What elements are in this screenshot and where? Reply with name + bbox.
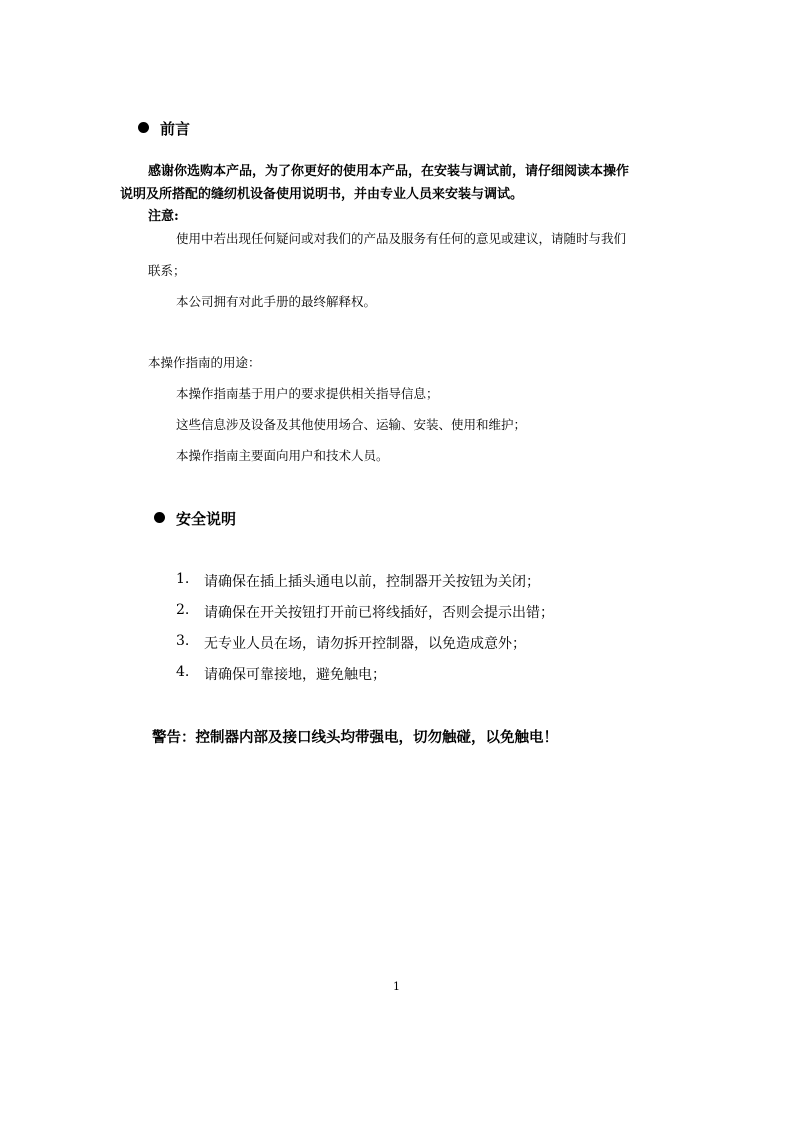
safety-heading: 安全说明 [176,510,237,528]
safety-item-number: 2. [176,602,190,618]
usage-item: 本操作指南基于用户的要求提供相关指导信息； [176,386,439,401]
warning-text: 警告：控制器内部及接口线头均带强电，切勿触碰，以免触电！ [152,729,558,746]
notice-line-2: 联系； [148,263,186,278]
safety-item-text: 无专业人员在场，请勿拆开控制器，以免造成意外； [204,636,526,652]
page-number: 1 [393,980,400,993]
safety-item-number: 4. [176,664,190,680]
safety-item-text: 请确保在开关按钮打开前已将线插好，否则会提示出错； [204,605,554,621]
safety-item-text: 请确保可靠接地，避免触电； [204,667,386,683]
notice-line-1: 使用中若出现任何疑问或对我们的产品及服务有任何的意见或建议，请随时与我们 [176,231,627,246]
notice-label: 注意: [148,209,179,224]
safety-item-text: 请确保在插上插头通电以前，控制器开关按钮为关闭； [204,574,540,590]
intro-line-2: 说明及所搭配的缝纫机设备使用说明书，并由专业人员来安装与调试。 [120,187,524,202]
bullet-icon [154,512,165,523]
preface-heading: 前言 [160,120,191,138]
bullet-icon [138,122,149,133]
safety-item-number: 3. [176,633,190,649]
usage-item: 本操作指南主要面向用户和技术人员。 [176,448,389,463]
intro-line-1: 感谢你选购本产品，为了你更好的使用本产品，在安装与调试前，请仔细阅读本操作 [148,164,630,179]
usage-item: 这些信息涉及设备及其他使用场合、运输、安装、使用和维护； [176,417,527,432]
safety-item-number: 1. [176,571,190,587]
usage-title: 本操作指南的用途： [148,355,261,370]
rights-text: 本公司拥有对此手册的最终解释权。 [176,294,377,309]
